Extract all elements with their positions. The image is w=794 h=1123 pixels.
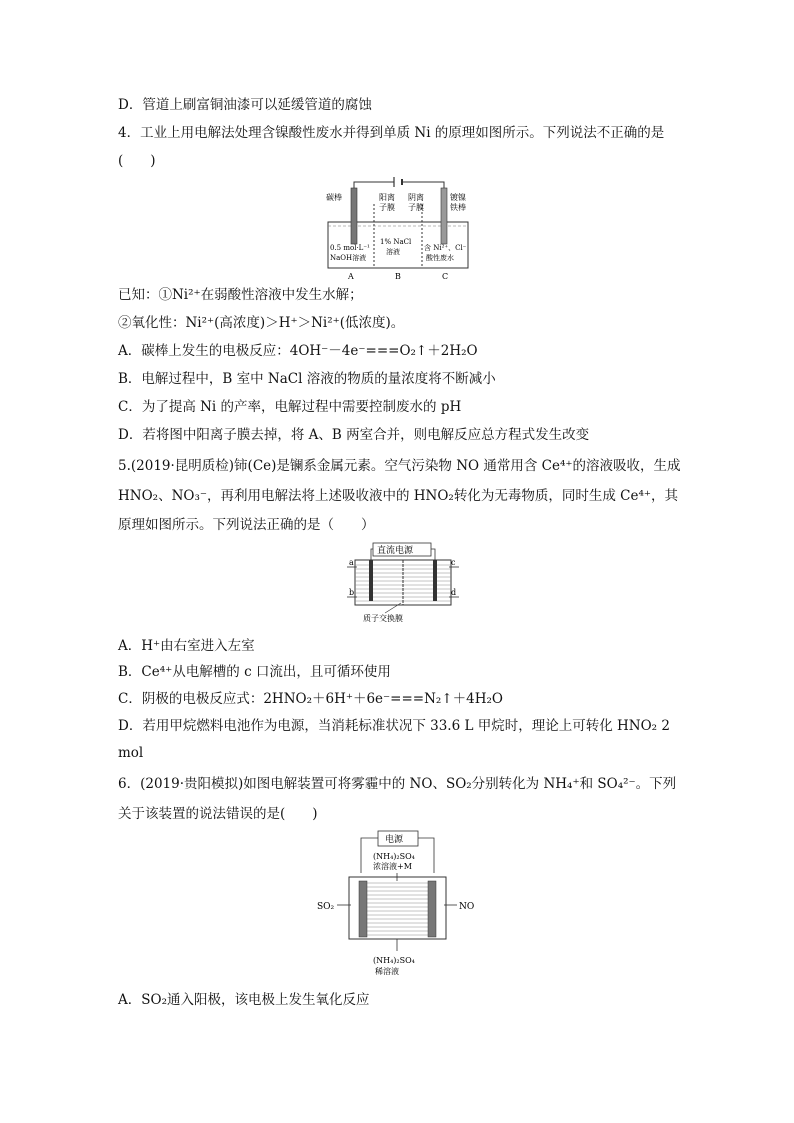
fig3-bottom-label-1: (NH₄)₂SO₄	[373, 956, 415, 965]
q4-option-a: A．碳棒上发生的电极反应：4OH⁻－4e⁻===O₂↑＋2H₂O	[118, 343, 478, 359]
fig1-a-solution-1: 0.5 mol·L⁻¹	[330, 244, 370, 252]
fig1-left-electrode-label: 碳棒	[326, 193, 342, 202]
fig2-port-c: c	[451, 558, 456, 567]
fig1-chamber-b: B	[395, 272, 401, 281]
fig2-port-a: a	[349, 558, 354, 567]
fig1-cation-membrane-label-1: 阳离	[379, 193, 395, 202]
given-2: ②氧化性：Ni²⁺(高浓度)＞H⁺＞Ni²⁺(低浓度)。	[118, 315, 405, 331]
fig1-anion-membrane-label-1: 阴离	[408, 193, 424, 202]
q5-option-c: C．阴极的电极反应式：2HNO₂＋6H⁺＋6e⁻===N₂↑＋4H₂O	[118, 691, 503, 707]
fig1-a-solution-2: NaOH溶液	[330, 254, 367, 262]
fig2-membrane-label: 质子交换膜	[363, 614, 403, 623]
question-5-stem-2: HNO₂、NO₃⁻，再利用电解法将上述吸收液中的 HNO₂转化为无毒物质，同时生成 Ce⁴⁺，其	[118, 488, 678, 504]
question-4-bracket: ( )	[118, 153, 156, 169]
option-d-q3: D．管道上刷富铜油漆可以延缓管道的腐蚀	[118, 97, 372, 113]
fig3-top-label-2: 浓溶液+M	[373, 862, 412, 871]
fig1-chamber-a: A	[348, 272, 354, 281]
fig2-power-label: 直流电源	[377, 546, 414, 556]
fig3-left-inlet: SO₂	[317, 902, 335, 912]
q6-option-a: A．SO₂通入阳极，该电极上发生氧化反应	[118, 992, 370, 1008]
given-1: 已知：①Ni²⁺在弱酸性溶液中发生水解；	[118, 287, 363, 303]
q4-option-c: C．为了提高 Ni 的产率，电解过程中需要控制废水的 pH	[118, 399, 462, 415]
fig1-b-solution-1: 1% NaCl	[380, 238, 412, 246]
figure-1-svg	[324, 174, 476, 282]
figure-2-electrolysis-cell	[345, 541, 461, 625]
q5-option-a: A．H⁺由右室进入左室	[118, 638, 255, 654]
fig1-right-electrode-label-2: 铁棒	[450, 203, 466, 212]
fig3-top-label-1: (NH₄)₂SO₄	[373, 852, 415, 861]
fig1-right-electrode-label-1: 镀镍	[450, 193, 466, 202]
q4-option-b: B．电解过程中，B 室中 NaCl 溶液的物质的量浓度将不断减小	[118, 371, 496, 387]
q5-option-b: B．Ce⁴⁺从电解槽的 c 口流出，且可循环使用	[118, 664, 391, 680]
question-5-stem-1: 5.(2019·昆明质检)铈(Ce)是镧系金属元素。空气污染物 NO 通常用含 Ce⁴⁺的溶液吸收，生成	[118, 458, 681, 474]
fig3-power-label: 电源	[385, 835, 404, 845]
q5-option-d: D．若用甲烷燃料电池作为电源，当消耗标准状况下 33.6 L 甲烷时，理论上可转化 HNO₂ 2	[118, 718, 670, 734]
question-6-stem-1: 6．(2019·贵阳模拟)如图电解装置可将雾霾中的 NO、SO₂分别转化为 NH₄⁺和 SO₄²⁻。下列	[118, 776, 677, 792]
figure-3-electrolysis-cell	[315, 829, 480, 977]
fig1-c-solution-1: 含 Ni²⁺、Cl⁻	[424, 244, 467, 252]
figure-2-svg	[345, 541, 461, 625]
figure-1-electrolysis-cell	[324, 174, 476, 282]
fig2-port-d: d	[451, 588, 457, 597]
fig1-cation-membrane-label-2: 子膜	[379, 203, 395, 212]
q5-option-d-cont: mol	[118, 745, 144, 761]
fig3-bottom-label-2: 稀溶液	[375, 967, 399, 976]
fig3-right-inlet: NO	[459, 902, 475, 912]
fig2-port-b: b	[349, 588, 355, 597]
q4-option-d: D．若将图中阳离子膜去掉，将 A、B 两室合并，则电解反应总方程式发生改变	[118, 427, 590, 443]
question-5-stem-3: 原理如图所示。下列说法正确的是（ ）	[118, 517, 375, 533]
fig1-anion-membrane-label-2: 子膜	[408, 203, 424, 212]
question-4-stem: 4．工业上用电解法处理含镍酸性废水并得到单质 Ni 的原理如图所示。下列说法不正确的是	[118, 125, 665, 141]
fig1-b-solution-2: 溶液	[386, 248, 400, 256]
fig1-chamber-c: C	[442, 272, 449, 281]
question-6-stem-2: 关于该装置的说法错误的是( )	[118, 806, 318, 822]
fig1-c-solution-2: 酸性废水	[426, 254, 454, 262]
figure-3-svg	[315, 829, 480, 977]
